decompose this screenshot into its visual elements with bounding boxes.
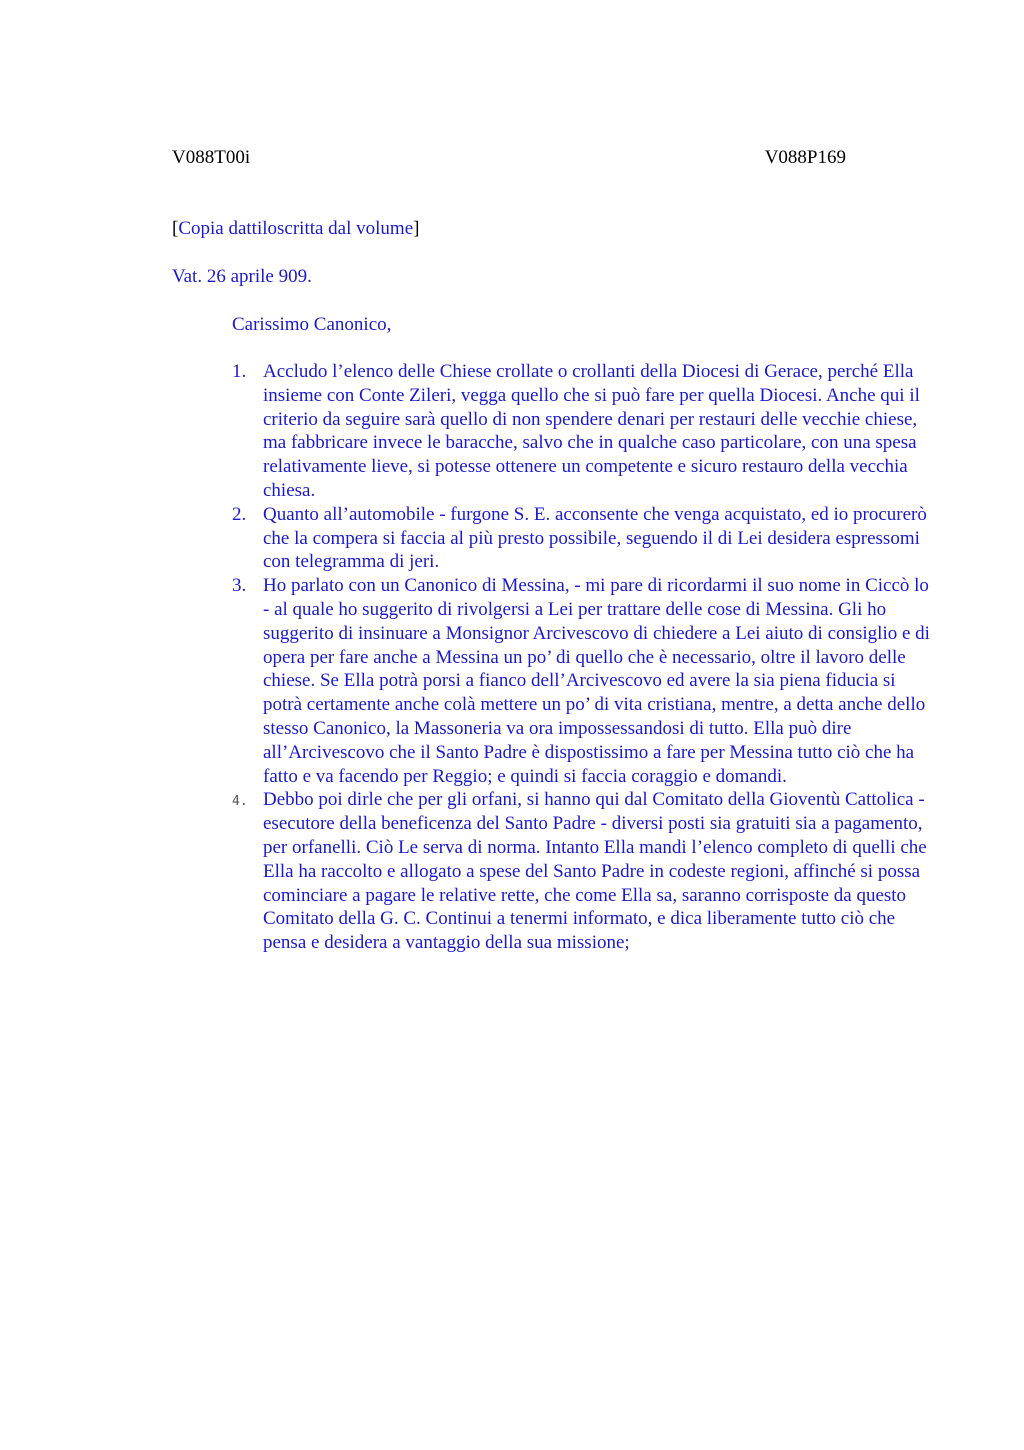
list-item — [232, 574, 932, 788]
list-item-number: 3. — [232, 575, 247, 597]
letter-date: Vat. 26 aprile 909. — [172, 266, 312, 287]
list-item — [232, 503, 932, 574]
note-text: Copia dattiloscritta dal volume — [178, 218, 414, 239]
document-code-left: V088T00i — [172, 147, 251, 168]
numbered-list — [232, 360, 932, 955]
page-header — [172, 146, 846, 172]
list-item-text: Debbo poi dirle che per gli orfani, si hanno qui dal Comitato della Gioventù Cattolica - esecutore della beneficenza del Santo Padre - diversi posti sia gratuiti sia a pagamento, per orfanelli. Ciò Le serva di norma. Intanto Ella mandi l’elenco completo di quelli che Ella ha raccolto e allogato a spese del Santo Padre in codeste regioni, affinché si possa cominciare a pagare le relative rette, che come Ella sa, saranno corrisposte da questo Comitato della G. C. Continui a tenermi informato, e dica liberamente tutto ciò che pensa e desidera a vantaggio della sua missione; — [263, 789, 927, 954]
list-item-number: 1. — [232, 361, 247, 382]
salutation: Carissimo Canonico, — [232, 314, 392, 335]
note-close-bracket: ] — [413, 218, 420, 239]
list-item — [232, 360, 932, 503]
list-item-text: Quanto all’automobile - furgone S. E. acconsente che venga acquistato, ed io procurerò che la compera si faccia al più presto possibile, seguendo il di Lei desidera espressomi con telegramma di jeri. — [263, 503, 927, 573]
list-item-number: 2. — [232, 503, 247, 525]
list-item-text: Ho parlato con un Canonico di Messina, - mi pare di ricordarmi il suo nome in Ciccò lo - al quale ho suggerito di rivolgersi a Lei per trattare delle cose di Messina. Gli ho suggerito di insinuare a Monsignor Arcivescovo di chiedere a Lei aiuto di consiglio e di opera per fare anche a Messina un po’ di quello che è necessario, oltre il lavoro delle chiese. Se Ella potrà porsi a fianco dell’Arcivescovo ed avere la sia piena fiducia si potrà certamente anche colà mettere un po’ di vita cristiana, mentre, a detta anche dello stesso Canonico, la Massoneria va ora impossessandosi di tutto. Ella può dire all’Arcivescovo che il Santo Padre è dispostissimo a fare per Messina tutto ciò che ha fatto e va facendo per Reggio; e quindi si faccia coraggio e domandi. — [263, 575, 930, 787]
source-note — [172, 217, 419, 241]
list-item-text: Accludo l’elenco delle Chiese crollate o crollanti della Diocesi di Gerace, perché Ella insieme con Conte Zileri, vegga quello che si può fare per quella Diocesi. Anche qui il criterio da seguire sarà quello di non spendere denari per restauri delle vecchie chiese, ma fabbricare invece le baracche, salvo che in qualche caso particolare, con una spesa relativamente lieve, si potesse ottenere un competente e sicuro restauro della vecchia chiesa. — [263, 361, 920, 501]
list-item — [232, 788, 932, 955]
document-code-right: V088P169 — [764, 147, 846, 168]
note-open-bracket: [ — [172, 218, 179, 239]
list-item-number: 4. — [232, 794, 248, 810]
